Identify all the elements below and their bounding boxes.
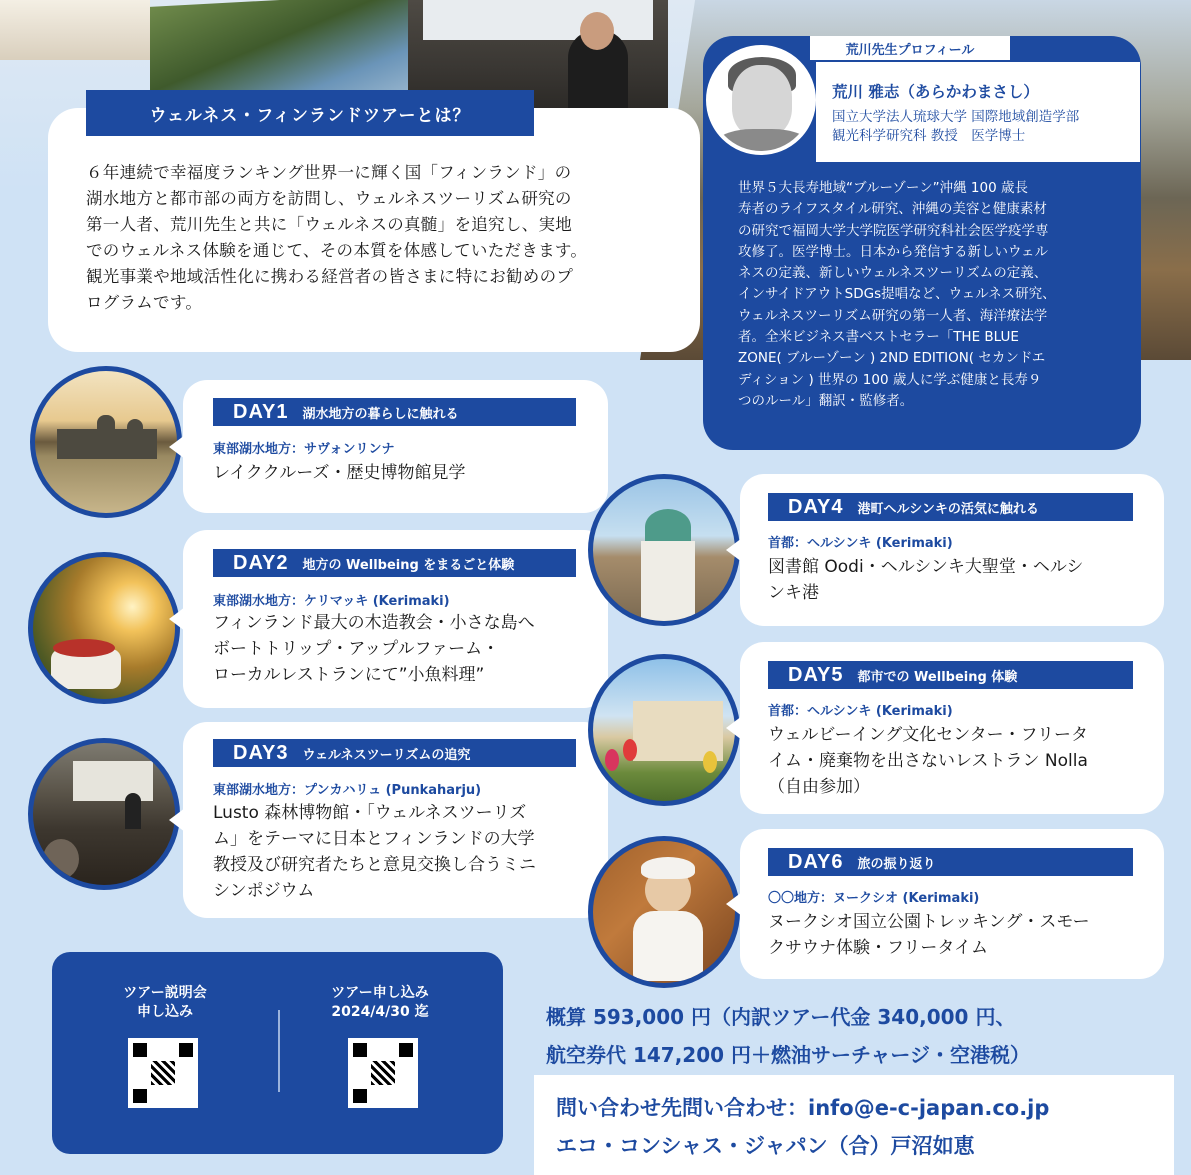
- briefing-title: [90, 984, 240, 1022]
- bio-line: の研究で福岡大学大学院医学研究科社会医学疫学専: [738, 222, 1049, 239]
- day2-card: [183, 530, 608, 708]
- price: [546, 998, 1186, 1074]
- desc-line: レイククルーズ・歴史博物館見学: [213, 463, 466, 483]
- day1-photo: [30, 366, 182, 518]
- bio-line: ディション ) 世界の 100 歳人に学ぶ健康と長寿９: [738, 371, 1042, 388]
- desc-line: ヌークシオ国立公園トレッキング・スモー: [768, 912, 1090, 932]
- day4-photo: [588, 474, 740, 626]
- desc-line: 教授及び研究者たちと意見交換し合うミニ: [213, 855, 536, 875]
- day5-card: [740, 642, 1164, 814]
- desc-line: 図書館 Oodi・ヘルシンキ大聖堂・ヘルシ: [768, 557, 1084, 577]
- day-label: DAY2: [233, 551, 289, 574]
- day1-card: [183, 380, 608, 513]
- desc-line: ム」をテーマに日本とフィンランドの大学: [213, 829, 535, 849]
- bio-line: 攻修了。医学博士。日本から発信する新しいウェル: [738, 243, 1048, 260]
- desc-line: ウェルビーイング文化センター・フリータ: [768, 725, 1088, 745]
- affiliation-line: 観光科学研究科 教授 医学博士: [832, 128, 1026, 144]
- day6-header: [768, 848, 1133, 876]
- cup-photo: [0, 0, 150, 60]
- bio-line: インサイドアウトSDGs提唱など、ウェルネス研究、: [738, 286, 1056, 303]
- price-line: 概算 593,000 円（内訳ツアー代金 340,000 円、: [546, 1005, 1016, 1029]
- bio-line: 者。全米ビジネス書ベストセラー「THE BLUE: [738, 329, 1019, 346]
- profile-bio: [738, 178, 1110, 412]
- day1-header: [213, 398, 576, 426]
- profile-affiliation: [832, 108, 1132, 146]
- contact-email[interactable]: 問い合わせ先問い合わせ：info@e-c-japan.co.jp: [556, 1096, 1050, 1120]
- day2-header: [213, 549, 576, 577]
- desc-line: フィンランド最大の木造教会・小さな島へ: [213, 613, 535, 633]
- professor-avatar: [706, 45, 816, 155]
- day-location: 東部湖水地方：プンカハリュ (Punkaharju): [213, 783, 482, 798]
- qr-title-line: 申し込み: [137, 1004, 193, 1020]
- intro-line: 第一人者、荒川先生と共に「ウェルネスの真髄」を追究し、実地: [86, 215, 573, 234]
- intro-title: ウェルネス・フィンランドツアーとは？: [86, 90, 534, 136]
- day5-header: [768, 661, 1133, 689]
- qr-title-line: 2024/4/30 迄: [331, 1004, 429, 1020]
- affiliation-line: 国立大学法人琉球大学 国際地域創造学部: [832, 109, 1080, 125]
- day-location: 首都：ヘルシンキ (Kerimaki): [768, 536, 953, 551]
- qr-title-line: ツアー説明会: [123, 985, 207, 1001]
- day-label: DAY6: [788, 850, 844, 873]
- day-subtitle: 湖水地方の暮らしに触れる: [302, 406, 459, 422]
- bio-line: 寿者のライフスタイル研究、沖縄の美容と健康素材: [738, 201, 1047, 218]
- day-label: DAY3: [233, 741, 289, 764]
- intro-line: 湖水地方と都市部の両方を訪問し、ウェルネスツーリズム研究の: [86, 189, 572, 208]
- day2-photo: [28, 552, 180, 704]
- day3-header: [213, 739, 576, 767]
- contact-box: [534, 1075, 1174, 1175]
- profile-tag: 荒川先生プロフィール: [810, 36, 1010, 60]
- desc-line: シンポジウム: [213, 881, 315, 901]
- day-label: DAY1: [233, 400, 289, 423]
- intro-line: ６年連続で幸福度ランキング世界一に輝く国「フィンランド」の: [86, 163, 572, 182]
- day-location: 首都：ヘルシンキ (Kerimaki): [768, 704, 953, 719]
- intro-line: ログラムです。: [86, 293, 203, 312]
- day6-photo: [588, 836, 740, 988]
- price-line: 航空券代 147,200 円＋燃油サーチャージ・空港税）: [546, 1043, 1031, 1067]
- day-description: [768, 554, 1148, 606]
- day5-photo: [588, 654, 740, 806]
- desc-line: ンキ港: [768, 583, 819, 603]
- qr-title-line: ツアー申し込み: [331, 985, 429, 1001]
- day4-header: [768, 493, 1133, 521]
- desc-line: Lusto 森林博物館・「ウェルネスツーリズ: [213, 803, 527, 823]
- day-location: 東部湖水地方：ケリマッキ (Kerimaki): [213, 594, 450, 609]
- qr-divider: [278, 1010, 280, 1092]
- day-subtitle: ウェルネスツーリズムの追究: [302, 747, 471, 763]
- bio-line: 世界５大長寿地域“ブルーゾーン”沖縄 100 歳長: [738, 180, 1028, 196]
- desc-line: クサウナ体験・フリータイム: [768, 938, 988, 958]
- day3-card: [183, 722, 608, 918]
- bio-line: ZONE( ブルーゾーン ) 2ND EDITION( セカンドエ: [738, 350, 1046, 367]
- day-description: [213, 800, 593, 904]
- day-subtitle: 旅の振り返り: [857, 856, 936, 872]
- day-label: DAY4: [788, 495, 844, 518]
- day-subtitle: 港町ヘルシンキの活気に触れる: [857, 501, 1039, 517]
- bio-line: つのルール」翻訳・監修者。: [738, 392, 914, 409]
- day6-card: [740, 829, 1164, 979]
- contact-company: エコ・コンシャス・ジャパン（合）戸沼如恵: [556, 1134, 975, 1158]
- day-location: 〇〇地方：ヌークシオ (Kerimaki): [768, 891, 980, 906]
- day-description: [213, 610, 593, 688]
- intro-line: 観光事業や地域活性化に携わる経営者の皆さまに特にお勧めのプ: [86, 267, 574, 286]
- desc-line: ボートトリップ・アップルファーム・: [213, 639, 500, 659]
- day-description: [768, 909, 1152, 961]
- apply-title: [300, 984, 460, 1022]
- bio-line: ウェルネスツーリズム研究の第一人者、海洋療法学: [738, 307, 1048, 324]
- day3-photo: [28, 738, 180, 890]
- day-subtitle: 都市での Wellbeing 体験: [857, 669, 1018, 685]
- apply-qr-code[interactable]: [348, 1038, 418, 1108]
- desc-line: （自由参加）: [768, 777, 870, 797]
- intro-text: [86, 160, 676, 316]
- day-description: [768, 722, 1152, 800]
- day-description: [213, 460, 593, 486]
- desc-line: イム・廃棄物を出さないレストラン Nolla: [768, 751, 1088, 771]
- briefing-qr-code[interactable]: [128, 1038, 198, 1108]
- desc-line: ローカルレストランにて”小魚料理”: [213, 665, 485, 685]
- day-label: DAY5: [788, 663, 844, 686]
- bio-line: ネスの定義、新しいウェルネスツーリズムの定義、: [738, 265, 1048, 282]
- intro-line: でのウェルネス体験を通じて、その本質を体感していただきます。: [86, 241, 588, 260]
- day-subtitle: 地方の Wellbeing をまるごと体験: [302, 557, 515, 573]
- day-location: 東部湖水地方：サヴォンリンナ: [213, 442, 395, 457]
- profile-name: 荒川 雅志（あらかわまさし）: [832, 83, 1039, 101]
- day4-card: [740, 474, 1164, 626]
